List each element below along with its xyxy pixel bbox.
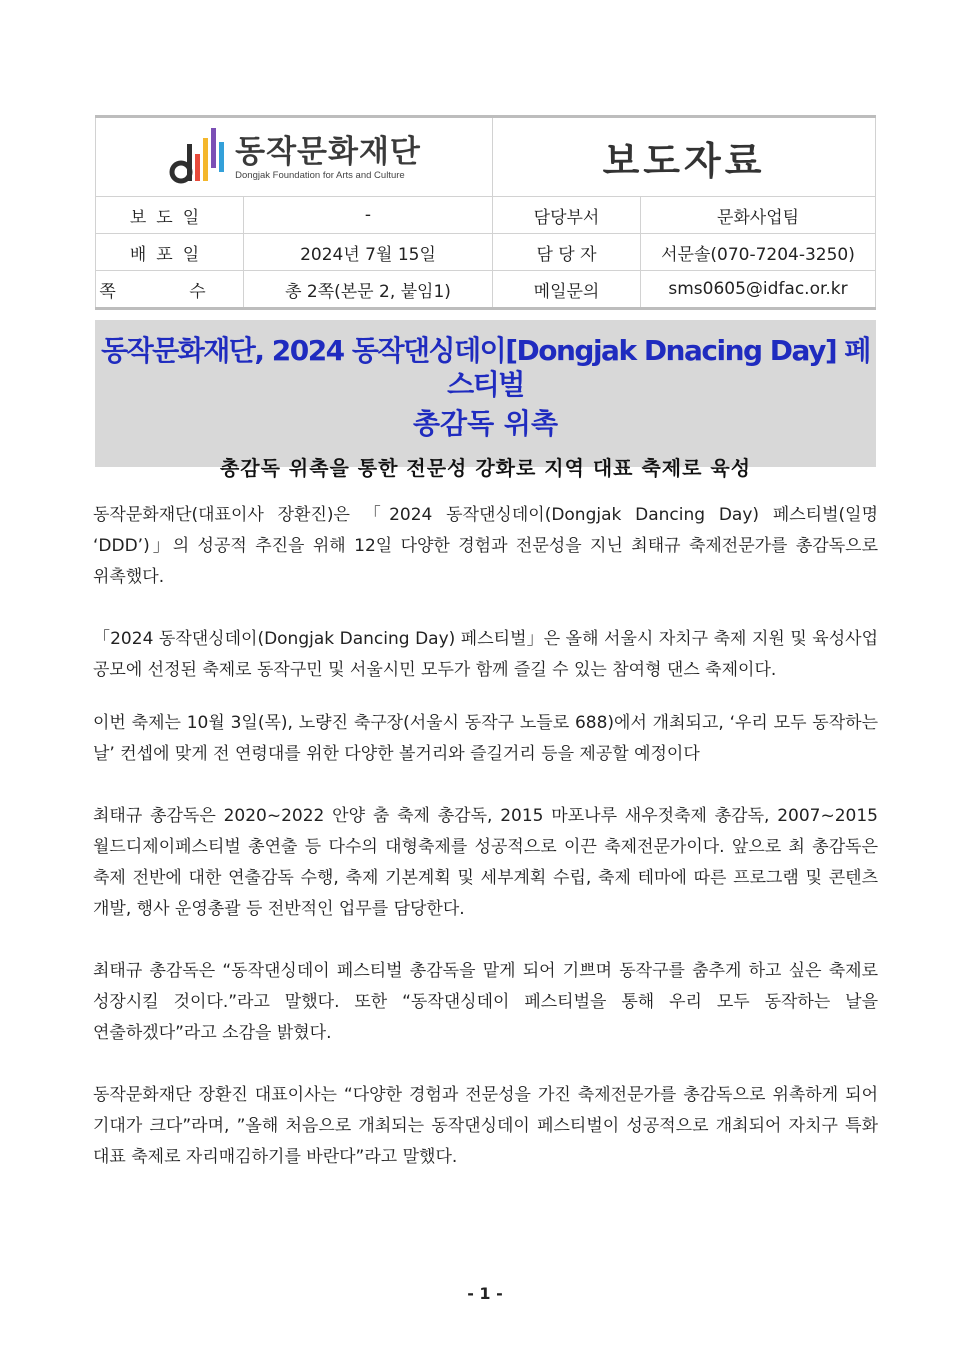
logo-cell	[96, 117, 493, 197]
paragraph: 동작문화재단 장환진 대표이사는 “다양한 경험과 전문성을 가진 축제전문가를 총감독으로 위촉하게 되어 기대가 크다”라며, ”올해 처음으로 개최되는 동작댄싱데이 페스티벌이 성공적으로 개최되어 자치구 특화 대표 축제로 자리매김하기를 바란다”라고 말했다.	[93, 1085, 878, 1167]
headline-box	[95, 320, 876, 480]
paragraph: 최태규 총감독은 “동작댄싱데이 페스티벌 총감독을 맡게 되어 기쁘며 동작구를 춤추게 하고 싶은 축제로 성장시킬 것이다.”라고 말했다. 또한 “동작댄싱데이 페스티벌을 통해 우리 모두 동작하는 날을 연출하겠다”라고 소감을 밝혔다.	[93, 961, 878, 1043]
label-cell: 쪽 수	[96, 271, 244, 309]
page-number: - 1 -	[467, 1284, 503, 1303]
value-cell: 총 2쪽(본문 2, 붙임1)	[244, 271, 493, 309]
value-cell: -	[244, 197, 493, 234]
article-body	[93, 500, 878, 1204]
paragraph: 이번 축제는 10월 3일(목), 노량진 축구장(서울시 동작구 노들로 688)에서 개최되고, ‘우리 모두 동작하는 날’ 컨셉에 맞게 전 연령대를 위한 다양한 볼거리와 즐길거리 등을 제공할 예정이다	[93, 713, 878, 764]
press-header-table	[95, 115, 876, 310]
info-row	[96, 234, 876, 271]
foundation-logo-icon	[167, 124, 225, 190]
org-name: 동작문화재단	[235, 133, 421, 170]
value-cell: 2024년 7월 15일	[244, 234, 493, 271]
email-value[interactable]: sms0605@idfac.or.kr	[641, 271, 876, 309]
paragraph: 「2024 동작댄싱데이(Dongjak Dancing Day) 페스티벌」은 올해 서울시 자치구 축제 지원 및 육성사업 공모에 선정된 축제로 동작구민 및 서울시민 모두가 함께 즐길 수 있는 참여형 댄스 축제이다.	[93, 629, 878, 680]
headline-line1: 동작문화재단, 2024 동작댄싱데이[Dongjak Dnacing Day] 페스티벌	[101, 334, 870, 401]
org-subtitle: Dongjak Foundation for Arts and Culture	[235, 169, 405, 181]
info-row	[96, 197, 876, 234]
label-cell: 담 당 자	[493, 234, 641, 271]
headline-line2: 총감독 위촉	[413, 407, 558, 440]
label-cell: 담당부서	[493, 197, 641, 234]
headline-subtitle: 총감독 위촉을 통한 전문성 강화로 지역 대표 축제로 육성	[219, 456, 752, 480]
paragraph: 최태규 총감독은 2020~2022 안양 춤 축제 총감독, 2015 마포나루 새우젓축제 총감독, 2007~2015 월드디제이페스티벌 총연출 등 다수의 대형축제를 성공적으로 이끈 축제전문가이다. 앞으로 최 총감독은 축제 전반에 대한 연출감독 수행, 축제 기본계획 및 세부계획 수립, 축제 테마에 따른 프로그램 및 콘텐츠 개발, 행사 운영총괄 등 전반적인 업무를 담당한다.	[93, 806, 878, 919]
label-cell: 보도일	[96, 197, 244, 234]
doc-type-cell	[493, 117, 876, 197]
value-cell: 서문솔(070-7204-3250)	[641, 234, 876, 271]
label-cell: 배포일	[96, 234, 244, 271]
label-cell: 메일문의	[493, 271, 641, 309]
doc-type: 보도자료	[602, 138, 766, 183]
info-row	[96, 271, 876, 309]
foundation-logo	[97, 124, 491, 190]
paragraph: 동작문화재단(대표이사 장환진)은 「2024 동작댄싱데이(Dongjak Dancing Day) 페스티벌(일명 ‘DDD’)」의 성공적 추진을 위해 12일 다양한 경험과 전문성을 지닌 최태규 축제전문가를 총감독으로 위촉했다.	[93, 505, 878, 587]
value-cell: 문화사업팀	[641, 197, 876, 234]
